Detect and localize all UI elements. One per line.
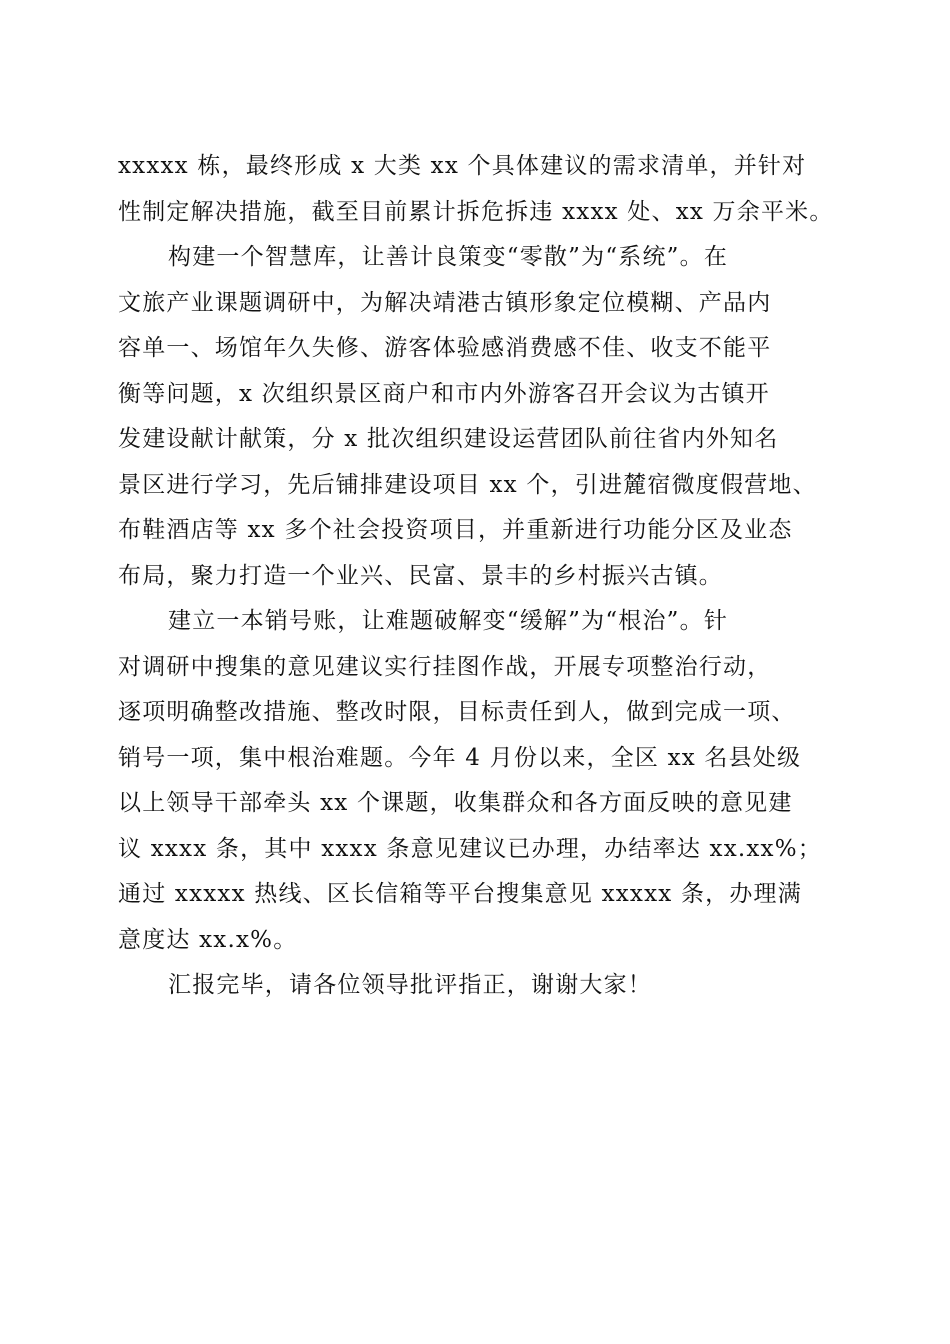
paragraph-start-line: 构建一个智慧库，让善计良策变“零散”为“系统”。在 (168, 244, 729, 270)
text-line: 文旅产业课题调研中，为解决靖港古镇形象定位模糊、产品内 (118, 289, 772, 316)
text-line: 对调研中搜集的意见建议实行挂图作战，开展专项整治行动， (118, 653, 772, 680)
text-line: 发建设献计献策，分 x 批次组织建设运营团队前往省内外知名 (118, 426, 779, 452)
text-line: 通过 xxxxx 热线、区长信箱等平台搜集意见 xxxxx 条，办理满 (118, 881, 802, 907)
text-line: 以上领导干部牵头 xx 个课题，收集群众和各方面反映的意见建 (118, 790, 793, 816)
document-body (118, 144, 834, 1009)
text-line: 销号一项，集中根治难题。今年 4 月份以来，全区 xx 名县处级 (118, 744, 802, 771)
text-line: 衡等问题，x 次组织景区商户和市内外游客召开会议为古镇开 (118, 380, 770, 407)
text-line: 逐项明确整改措施、整改时限，目标责任到人，做到完成一项、 (118, 699, 796, 725)
closing-line: 汇报完毕，请各位领导批评指正，谢谢大家！ (168, 972, 652, 998)
text-line: 布局，聚力打造一个业兴、民富、景丰的乡村振兴古镇。 (118, 562, 723, 589)
paragraph-start-line: 建立一本销号账，让难题破解变“缓解”为“根治”。针 (168, 608, 729, 634)
text-line: 布鞋酒店等 xx 多个社会投资项目，并重新进行功能分区及业态 (118, 517, 793, 543)
text-line: 议 xxxx 条，其中 xxxx 条意见建议已办理，办结率达 xx.xx%； (118, 835, 822, 862)
text-line: xxxxx 栋，最终形成 x 大类 xx 个具体建议的需求清单，并针对 (118, 153, 807, 179)
text-line: 容单一、场馆年久失修、游客体验感消费感不佳、收支不能平 (118, 335, 772, 361)
text-line: 意度达 xx.x%。 (118, 926, 298, 953)
text-line: 性制定解决措施，截至目前累计拆危拆违 xxxx 处、xx 万余平米。 (118, 198, 834, 225)
text-line: 景区进行学习，先后铺排建设项目 xx 个，引进麓宿微度假营地、 (118, 471, 817, 498)
